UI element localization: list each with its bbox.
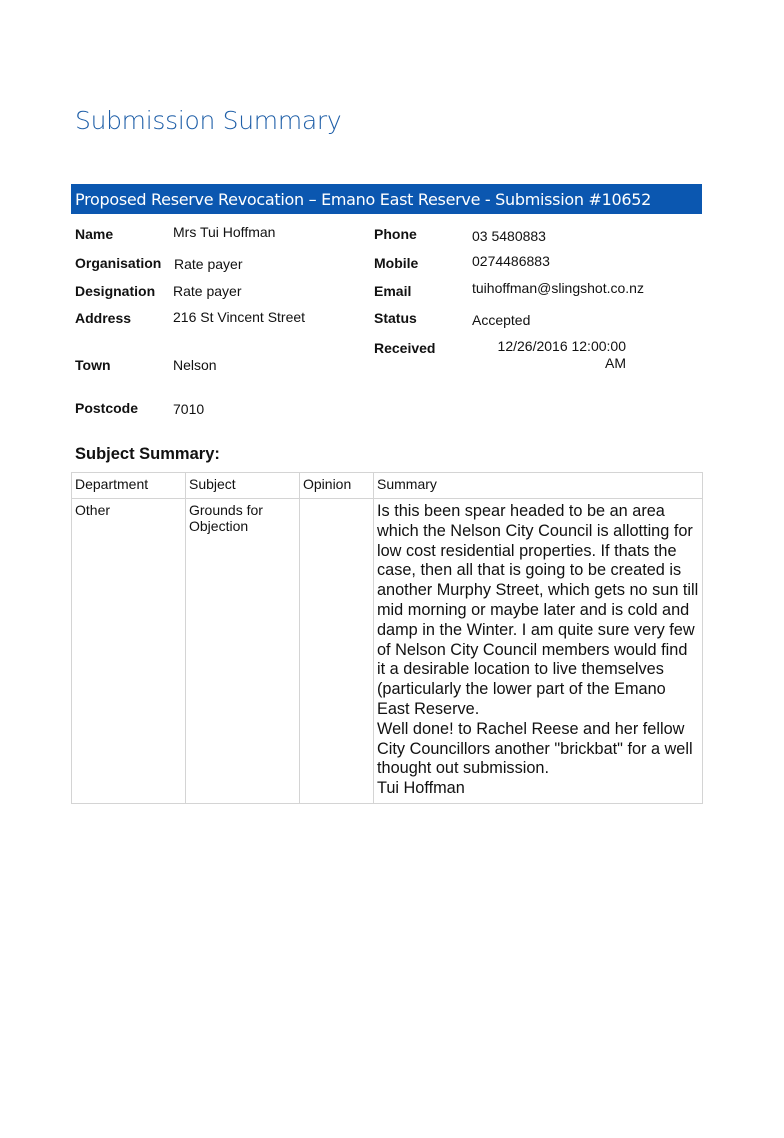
email-value: tuihoffman@slingshot.co.nz bbox=[472, 280, 644, 296]
organisation-value: Rate payer bbox=[174, 256, 243, 272]
address-label: Address bbox=[75, 310, 132, 326]
postcode-label: Postcode bbox=[75, 400, 139, 416]
header-opinion: Opinion bbox=[300, 473, 374, 499]
designation-value: Rate payer bbox=[173, 283, 242, 299]
phone-label: Phone bbox=[374, 226, 417, 242]
town-label: Town bbox=[75, 357, 111, 373]
summary-paragraph: Well done! to Rachel Reese and her fellow City Councillors another "brickbat" for a well thought out submission. bbox=[377, 719, 693, 778]
header-summary: Summary bbox=[374, 473, 703, 499]
town-value: Nelson bbox=[173, 357, 217, 373]
cell-department: Other bbox=[72, 499, 186, 804]
name-value: Mrs Tui Hoffman bbox=[173, 224, 276, 240]
mobile-label: Mobile bbox=[374, 255, 419, 271]
name-label: Name bbox=[75, 226, 114, 242]
phone-value: 03 5480883 bbox=[472, 228, 546, 244]
summary-signature: Tui Hoffman bbox=[377, 779, 465, 798]
designation-label: Designation bbox=[75, 283, 156, 299]
organisation-label: Organisation bbox=[75, 255, 162, 271]
submission-banner: Proposed Reserve Revocation – Emano East Reserve - Submission #10652 bbox=[71, 184, 702, 214]
received-label: Received bbox=[374, 340, 436, 356]
header-subject: Subject bbox=[186, 473, 300, 499]
table-header-row bbox=[72, 473, 703, 499]
received-value: 12/26/2016 12:00:00 AM bbox=[497, 338, 626, 371]
page-title: Submission Summary bbox=[75, 106, 342, 135]
status-value: Accepted bbox=[472, 312, 531, 328]
header-department: Department bbox=[72, 473, 186, 499]
status-label: Status bbox=[374, 310, 417, 326]
subject-summary-title: Subject Summary: bbox=[75, 445, 220, 463]
mobile-value: 0274486883 bbox=[472, 253, 550, 269]
table-row bbox=[72, 499, 703, 804]
address-value: 216 St Vincent Street bbox=[173, 309, 306, 325]
cell-opinion bbox=[300, 499, 374, 804]
cell-summary bbox=[374, 499, 703, 804]
postcode-value: 7010 bbox=[173, 401, 205, 417]
subject-summary-table bbox=[71, 472, 703, 804]
cell-subject: Grounds for Objection bbox=[186, 499, 300, 804]
summary-paragraph: Is this been spear headed to be an area which the Nelson City Council is allotting for low cost residential properties. If thats the case, then all that is going to be created is another Murphy Street, which gets no sun till mid morning or maybe later and is cold and damp in the Winter. I am quite sure very few of Nelson City Council members would find it a desirable location to live themselves (particularly the lower part of the Emano East Reserve. bbox=[377, 502, 699, 718]
email-label: Email bbox=[374, 283, 412, 299]
